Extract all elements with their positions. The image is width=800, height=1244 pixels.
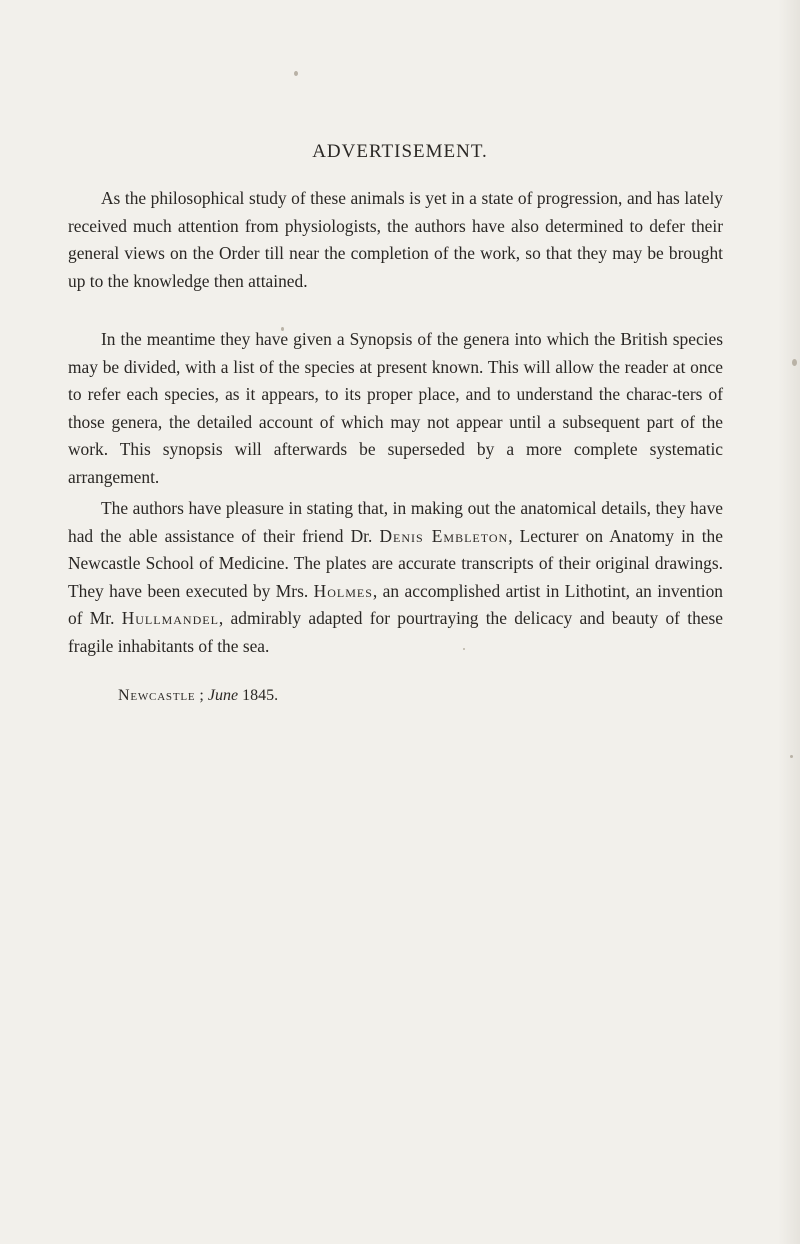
name-denis-embleton: Denis Embleton	[379, 525, 509, 546]
page-title: ADVERTISEMENT.	[312, 141, 488, 162]
paragraph-3	[68, 495, 723, 661]
paragraph-3-text-a: The authors have pleasure in stating that, in making out the anatomical details, they have had the able assistance of their friend Dr.	[68, 498, 723, 546]
paper-speck	[294, 71, 298, 76]
page-edge-shadow	[778, 0, 800, 1244]
signature-year: 1845.	[238, 687, 279, 704]
paragraph-3-text-c: , an accomplished artist in Lithotint, an invention of Mr.	[68, 580, 724, 629]
signature-month: June	[207, 687, 239, 704]
signature-place: Newcastle	[118, 687, 196, 704]
paragraph-1: As the philosophical study of these animals is yet in a state of progression, and has lately received much attention from physiologists, the authors have also determined to defer their general views on the Order till near the completion of the work, so that they may be brought up to the knowledge then attained.	[68, 188, 723, 291]
paragraph-3-text-b: , Lecturer on Anatomy in the Newcastle School of Medicine. The plates are accurate transcripts of their original drawings. They have been executed by Mrs.	[68, 525, 723, 601]
signature-line	[118, 687, 278, 705]
paragraph-2: In the meantime they have given a Synopsis of the genera into which the British species may be divided, with a list of the species at present known. This will allow the reader at once to refer each species, as it appears, to its proper place, and to understand the charac-ters of those genera, the detailed account of which may not appear until a subsequent part of the work. This synopsis will afterwards be superseded by a more complete systematic arrangement.	[68, 329, 723, 487]
name-hullmandel: Hullmandel	[121, 608, 219, 629]
signature-separator: ;	[195, 687, 208, 704]
name-holmes: Holmes	[313, 580, 373, 601]
paragraph-3-text-d: , admirably adapted for pourtraying the delicacy and beauty of these fragile inhabitants of the sea.	[68, 608, 723, 656]
paper-speck	[790, 755, 793, 758]
paper-speck	[792, 359, 797, 366]
